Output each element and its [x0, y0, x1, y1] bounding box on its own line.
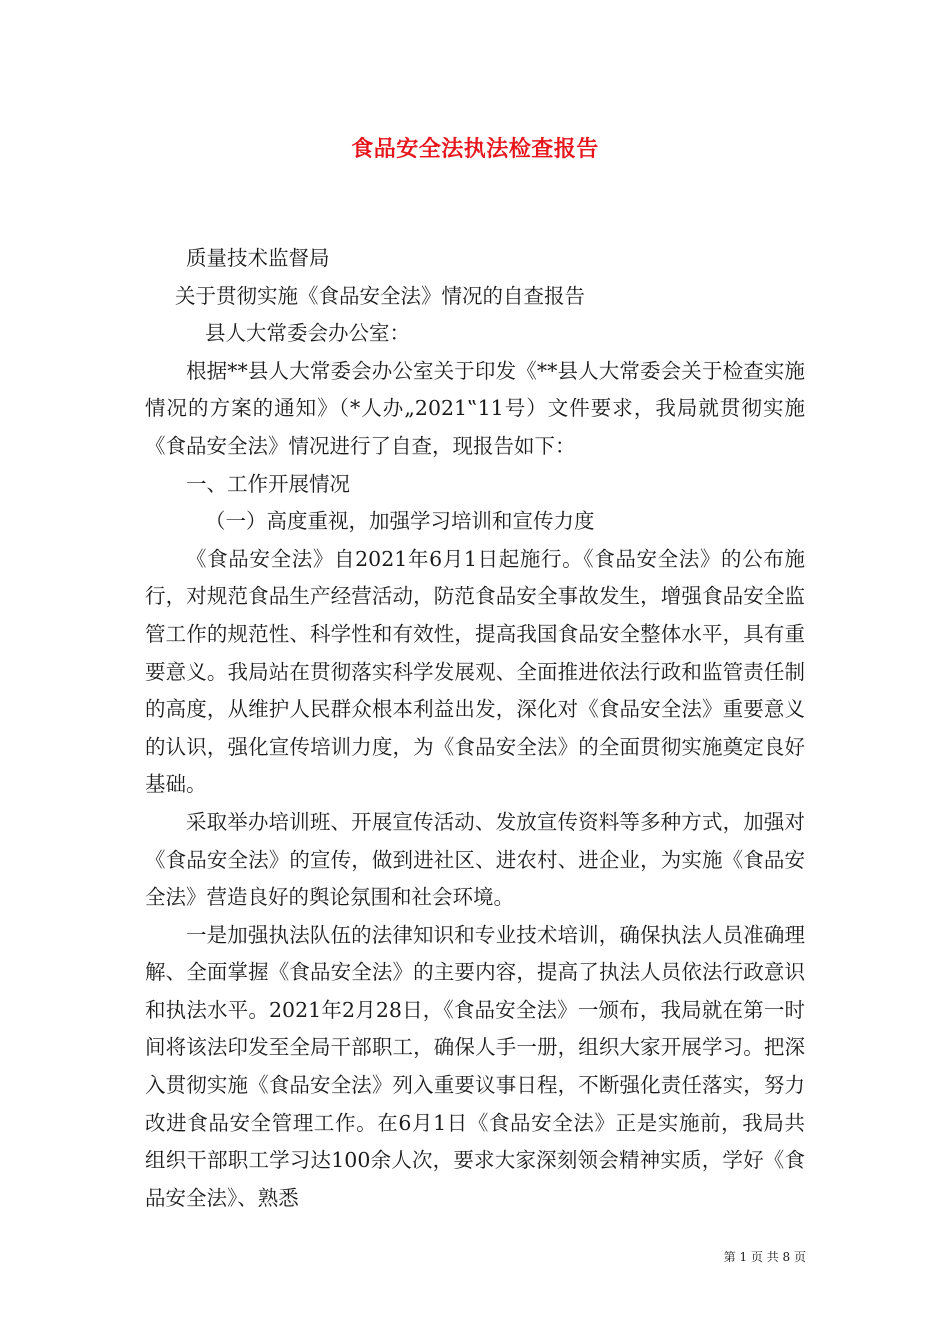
paragraph-report-subtitle: 关于贯彻实施《食品安全法》情况的自查报告: [175, 283, 585, 308]
paragraph-training: 一是加强执法队伍的法律知识和专业技术培训，确保执法人员准确理解、全面掌握《食品安全法》的主要内容，提高了执法人员依法行政意识和执法水平。2021年2月28日，《食品安全法》一颁布，我局就在第一时间将该法印发至全局干部职工，确保人手一册，组织大家开展学习。把深入贯彻实施《食品安全法》列入重要议事日程，不断强化责任落实，努力改进食品安全管理工作。在6月1日《食品安全法》正是实施前，我局共组织干部职工学习达100余人次，要求大家深刻领会精神实质，学好《食品安全法》、熟悉: [145, 922, 805, 1210]
subsection-heading-1: （一）高度重视，加强学习培训和宣传力度: [205, 509, 595, 534]
section-heading-1: 一、工作开展情况: [186, 471, 350, 496]
page-number: 第 1 页 共 8 页: [723, 1250, 806, 1264]
paragraph-issuer: 质量技术监督局: [186, 246, 330, 270]
document-body: [145, 240, 805, 1217]
paragraph-basis: 根据**县人大常委会办公室关于印发《**县人大常委会关于检查实施情况的方案的通知》（*人办„2021‟11号）文件要求，我局就贯彻实施《食品安全法》情况进行了自查，现报告如下：: [145, 358, 805, 458]
document-title: 食品安全法执法检查报告: [351, 137, 599, 162]
paragraph-addressee: 县人大常委会办公室：: [205, 321, 410, 346]
paragraph-law-intro: 《食品安全法》自2021年6月1日起施行。《食品安全法》的公布施行，对规范食品生产经营活动，防范食品安全事故发生，增强食品安全监管工作的规范性、科学性和有效性，提高我国食品安全整体水平，具有重要意义。我局站在贯彻落实科学发展观、全面推进依法行政和监管责任制的高度，从维护人民群众根本利益出发，深化对《食品安全法》重要意义的认识，强化宣传培训力度，为《食品安全法》的全面贯彻实施奠定良好基础。: [145, 546, 805, 797]
paragraph-publicity: 采取举办培训班、开展宣传活动、发放宣传资料等多种方式，加强对《食品安全法》的宣传，做到进社区、进农村、进企业，为实施《食品安全法》营造良好的舆论氛围和社会环境。: [145, 809, 805, 910]
